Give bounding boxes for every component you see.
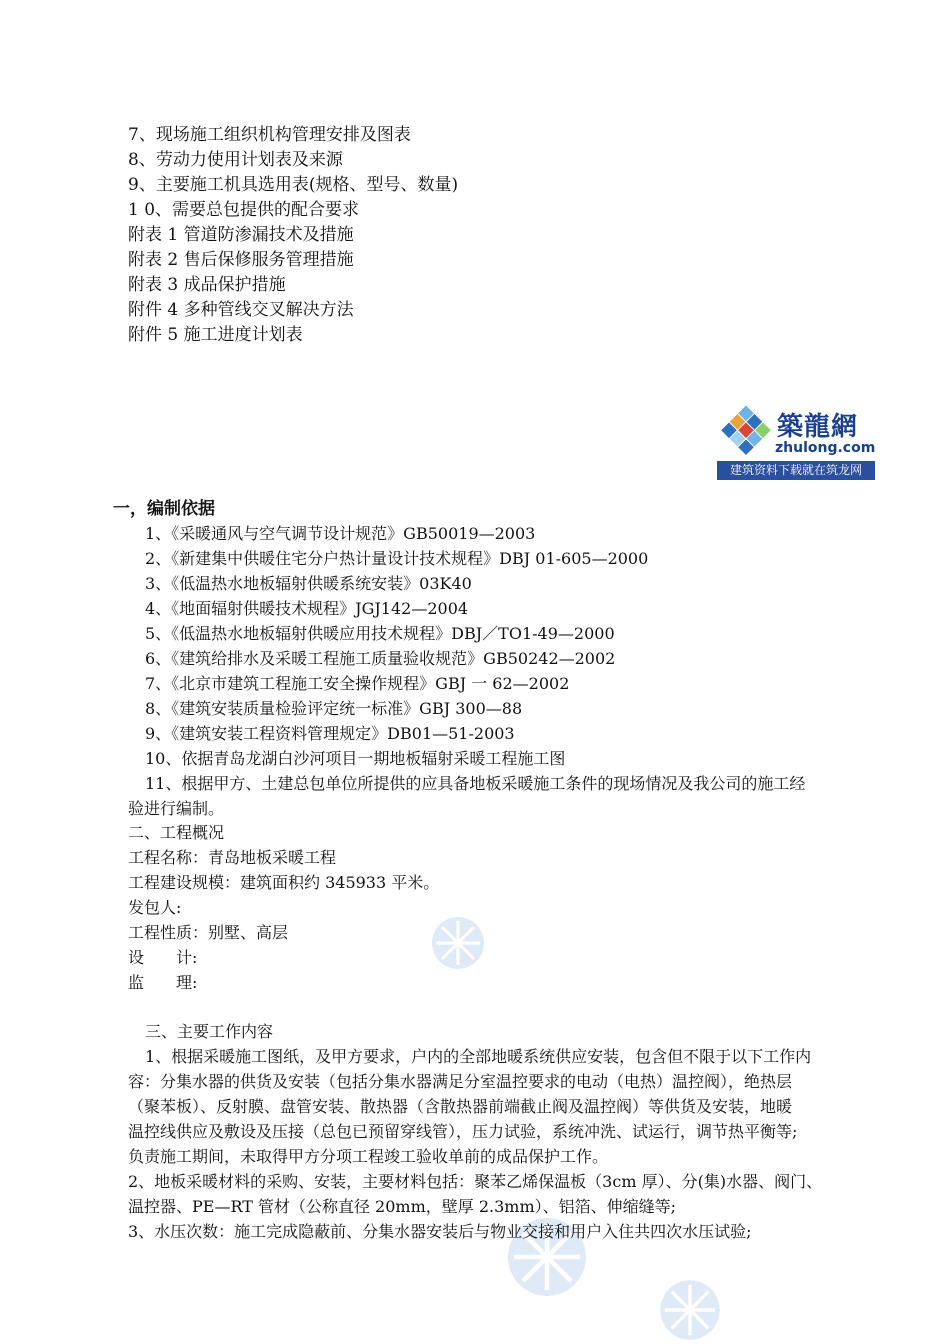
toc-item: 附件 5 施工进度计划表 xyxy=(128,325,303,345)
toc-item: 附件 4 多种管线交叉解决方法 xyxy=(128,300,354,320)
toc-item: 1 0、需要总包提供的配合要求 xyxy=(128,200,360,220)
section-title: 一，编制依据 xyxy=(113,499,215,519)
paragraph-line: （聚苯板）、反射膜、盘管安装、散热器（含散热器前端截止阀及温控阀）等供货及安装，地暖 xyxy=(128,1097,793,1116)
list-item: 4、《地面辐射供暖技术规程》JGJ142—2004 xyxy=(145,599,469,618)
logo-tagline: 建筑资料下载就在筑龙网 xyxy=(717,461,875,480)
list-item: 5、《低温热水地板辐射供暖应用技术规程》DBJ／TO1-49—2000 xyxy=(145,624,615,643)
paragraph-line: 温控线供应及敷设及压接（总包已预留穿线管），压力试验，系统冲洗、试运行，调节热平衡等; xyxy=(128,1122,798,1141)
toc-item: 附表 3 成品保护措施 xyxy=(128,275,286,295)
paragraph-line: 3、水压次数：施工完成隐蔽前、分集水器安装后与物业交接和用户入住共四次水压试验; xyxy=(128,1222,752,1241)
overview-item: 工程建设规模：建筑面积约 345933 平米。 xyxy=(128,873,440,892)
paragraph-line: 温控器、PE—RT 管材（公称直径 20mm，壁厚 2.3mm）、铝箔、伸缩缝等; xyxy=(128,1197,677,1216)
list-item: 11、根据甲方、土建总包单位所提供的应具备地板采暖施工条件的现场情况及我公司的施工经 xyxy=(145,774,806,793)
logo-mosaic-icon xyxy=(719,404,773,458)
overview-item: 工程名称：青岛地板采暖工程 xyxy=(128,848,337,867)
overview-item: 设 计: xyxy=(128,948,198,967)
zhulong-logo xyxy=(717,400,875,480)
paragraph-line: 容：分集水器的供货及安装（包括分集水器满足分室温控要求的电动（电热）温控阀），绝热层 xyxy=(128,1072,793,1091)
overview-item: 发包人: xyxy=(128,898,182,917)
toc-item: 7、现场施工组织机构管理安排及图表 xyxy=(128,125,411,145)
watermark-snowflake-icon xyxy=(430,915,486,971)
paragraph-line: 2、地板采暖材料的采购、安装，主要材料包括：聚苯乙烯保温板（3cm 厚）、分(集)水器、阀门、 xyxy=(128,1172,823,1191)
list-item: 6、《建筑给排水及采暖工程施工质量验收规范》GB50242—2002 xyxy=(145,649,616,668)
overview-item: 工程性质：别墅、高层 xyxy=(128,923,289,942)
list-item: 3、《低温热水地板辐射供暖系统安装》03K40 xyxy=(145,574,472,593)
list-item: 2、《新建集中供暖住宅分户热计量设计技术规程》DBJ 01-605—2000 xyxy=(145,549,649,568)
toc-item: 附表 2 售后保修服务管理措施 xyxy=(128,250,354,270)
paragraph-line: 负责施工期间，未取得甲方分项工程竣工验收单前的成品保护工作。 xyxy=(128,1147,609,1166)
toc-item: 8、劳动力使用计划表及来源 xyxy=(128,150,343,170)
list-item: 7、《北京市建筑工程施工安全操作规程》GBJ 一 62—2002 xyxy=(145,674,570,693)
list-item: 1、《采暖通风与空气调节设计规范》GB50019—2003 xyxy=(145,524,536,543)
overview-item: 监 理: xyxy=(128,973,198,992)
paragraph-line: 1、根据采暖施工图纸，及甲方要求，户内的全部地暖系统供应安装，包含但不限于以下工作内 xyxy=(145,1047,812,1066)
section-title: 三、主要工作内容 xyxy=(145,1022,274,1041)
logo-name: 築龍網 xyxy=(777,412,859,442)
toc-item: 9、主要施工机具选用表(规格、型号、数量) xyxy=(128,175,459,195)
section-title: 二、工程概况 xyxy=(128,823,225,842)
list-item: 10、依据青岛龙湖白沙河项目一期地板辐射采暖工程施工图 xyxy=(145,749,566,768)
toc-item: 附表 1 管道防渗漏技术及措施 xyxy=(128,225,354,245)
list-item: 8、《建筑安装质量检验评定统一标准》GBJ 300—88 xyxy=(145,699,523,718)
list-item: 9、《建筑安装工程资料管理规定》DB01—51-2003 xyxy=(145,724,515,743)
logo-url: zhulong.com xyxy=(775,440,876,456)
watermark-snowflake-icon xyxy=(658,1278,722,1342)
list-item: 验进行编制。 xyxy=(128,799,225,818)
